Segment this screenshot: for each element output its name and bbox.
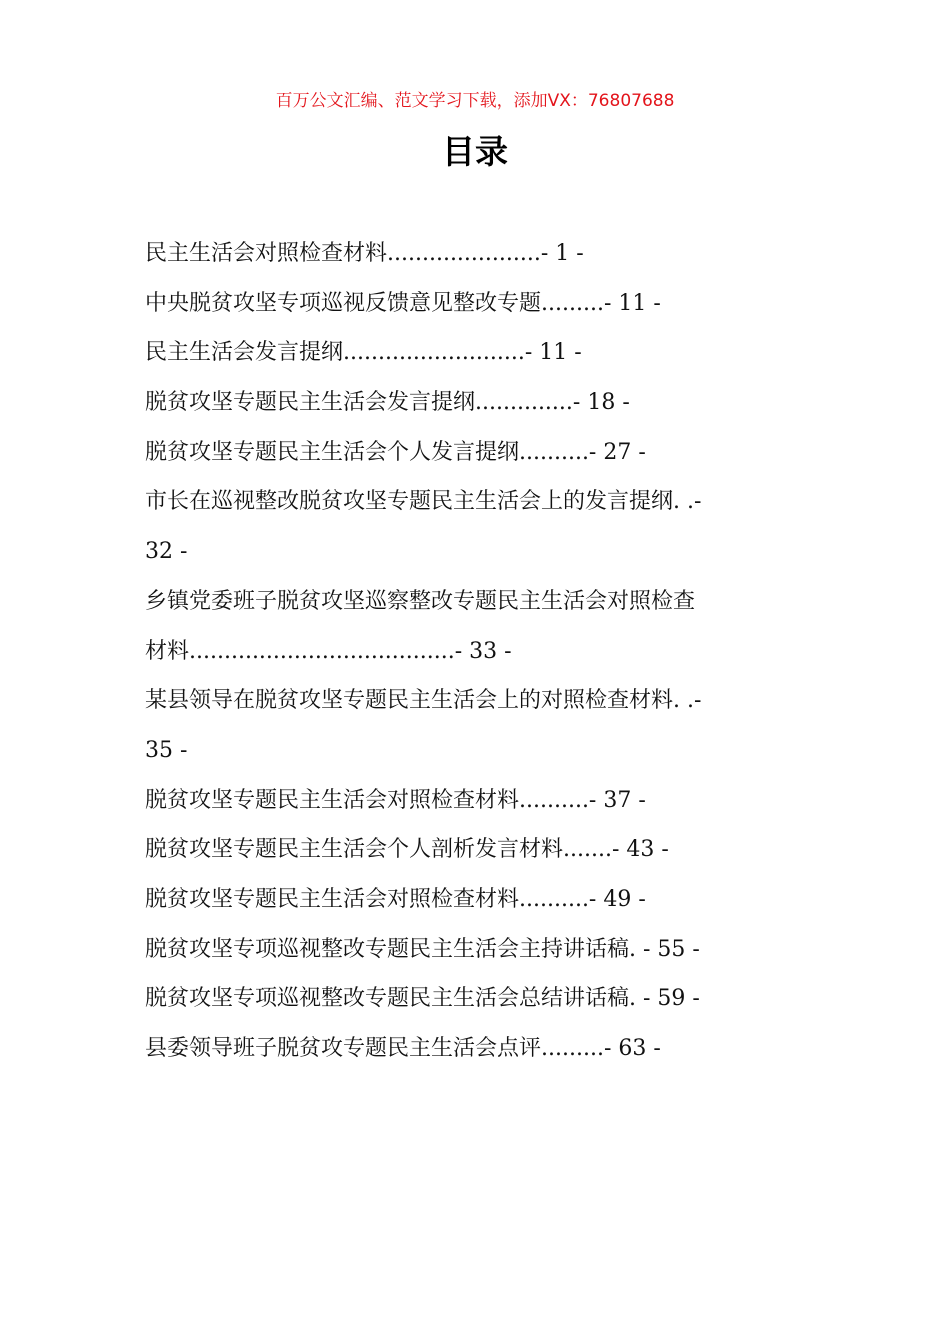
toc-entry-1[interactable]: 民主生活会对照检查材料......................- 1 -: [145, 241, 584, 266]
toc-entry-7-line-2[interactable]: 材料......................................- 33 -: [145, 638, 512, 664]
toc-entry-5[interactable]: 脱贫攻坚专题民主生活会个人发言提纲..........- 27 -: [145, 439, 646, 465]
page-title: 目录: [442, 132, 508, 171]
toc-entry-4[interactable]: 脱贫攻坚专题民主生活会发言提纲..............- 18 -: [145, 390, 630, 416]
toc-entry-3[interactable]: 民主生活会发言提纲..........................- 11 -: [145, 340, 582, 366]
toc-entry-6-line-2[interactable]: 32 -: [145, 539, 188, 565]
toc-entry-8-line-1[interactable]: 某县领导在脱贫攻坚专题民主生活会上的对照检查材料. .-: [145, 688, 702, 714]
toc-entry-11[interactable]: 脱贫攻坚专题民主生活会对照检查材料..........- 49 -: [145, 886, 646, 912]
table-of-contents: [145, 229, 807, 1074]
toc-entry-2[interactable]: 中央脱贫攻坚专项巡视反馈意见整改专题.........- 11 -: [145, 290, 661, 316]
toc-entry-9[interactable]: 脱贫攻坚专题民主生活会对照检查材料..........- 37 -: [145, 787, 646, 813]
toc-entry-7-line-1[interactable]: 乡镇党委班子脱贫攻坚巡察整改专题民主生活会对照检查: [145, 588, 696, 614]
toc-entry-14[interactable]: 县委领导班子脱贫攻专题民主生活会点评.........- 63 -: [145, 1036, 661, 1061]
toc-entry-10[interactable]: 脱贫攻坚专题民主生活会个人剖析发言材料.......- 43 -: [145, 837, 669, 863]
toc-entry-6-line-1[interactable]: 市长在巡视整改脱贫攻坚专题民主生活会上的发言提纲. .-: [145, 489, 702, 515]
toc-entry-12[interactable]: 脱贫攻坚专项巡视整改专题民主生活会主持讲话稿. - 55 -: [145, 936, 700, 962]
toc-entry-8-line-2[interactable]: 35 -: [145, 737, 188, 763]
promo-header: 百万公文汇编、范文学习下载，添加VX：76807688: [275, 91, 675, 111]
toc-entry-13[interactable]: 脱贫攻坚专项巡视整改专题民主生活会总结讲话稿. - 59 -: [145, 986, 700, 1012]
